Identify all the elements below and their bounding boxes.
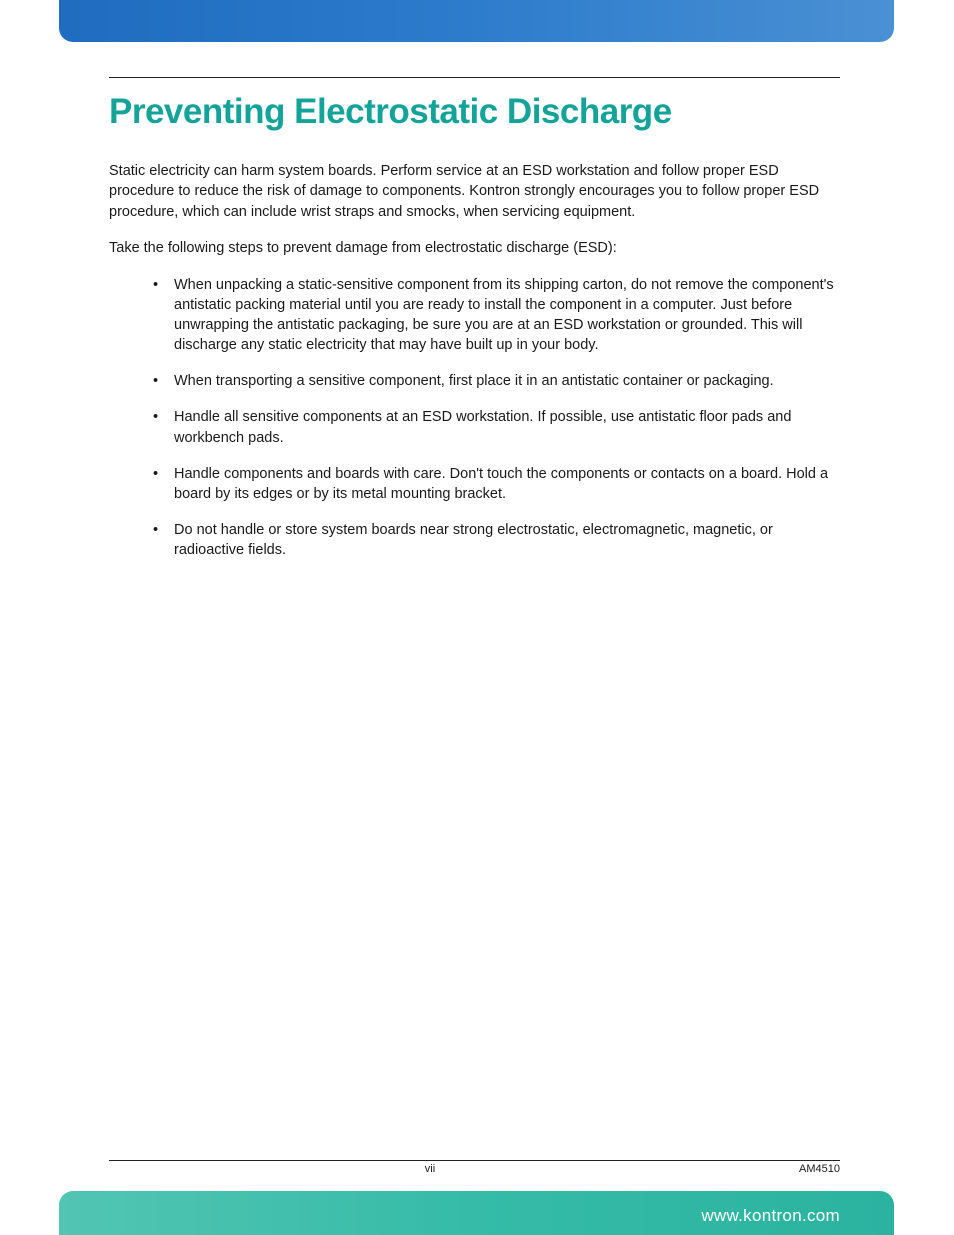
list-item-text: Do not handle or store system boards near strong electrostatic, electromagnetic, magnetic, or radioactive fields. (174, 521, 773, 558)
header-band (59, 0, 894, 42)
list-item (153, 275, 843, 355)
steps-intro-paragraph: Take the following steps to prevent damage from electrostatic discharge (ESD): (109, 240, 617, 256)
list-item-text: When transporting a sensitive component, first place it in an antistatic container or packaging. (174, 373, 774, 390)
esd-steps-list (153, 275, 843, 576)
bullet-icon: • (153, 373, 159, 390)
list-item-text: When unpacking a static-sensitive component from its shipping carton, do not remove the component's antistatic packing material until you are ready to install the component in a computer. Just before unwrapping the antistatic packaging, be sure you are at an ESD workstation or grounded. This will discharge any static electricity that may have built up in your body. (174, 277, 834, 354)
page-number: vii (424, 1163, 436, 1175)
list-item (153, 464, 843, 504)
header-rule (109, 77, 840, 78)
bullet-icon: • (153, 465, 159, 482)
list-item (153, 520, 843, 560)
bullet-icon: • (153, 409, 159, 426)
footer-rule (109, 1160, 840, 1161)
list-item (153, 371, 843, 391)
bullet-icon: • (153, 521, 159, 538)
list-item (153, 407, 843, 447)
list-item-text: Handle components and boards with care. Don't touch the components or contacts on a board. Hold a board by its edges or by its metal mounting bracket. (174, 465, 829, 502)
document-id: AM4510 (799, 1163, 840, 1175)
bullet-icon: • (153, 277, 159, 293)
website-link[interactable]: www.kontron.com (701, 1206, 840, 1225)
intro-paragraph: Static electricity can harm system boards. Perform service at an ESD workstation and follow proper ESD procedure to reduce the risk of damage to components. Kontron strongly encourages you to follow proper ESD procedure, which can include wrist straps and smocks, when servicing equipment. (109, 163, 820, 220)
footer-band (59, 1191, 894, 1235)
page-title: Preventing Electrostatic Discharge (109, 92, 672, 131)
list-item-text: Handle all sensitive components at an ESD workstation. If possible, use antistatic floor pads and workbench pads. (174, 409, 792, 446)
